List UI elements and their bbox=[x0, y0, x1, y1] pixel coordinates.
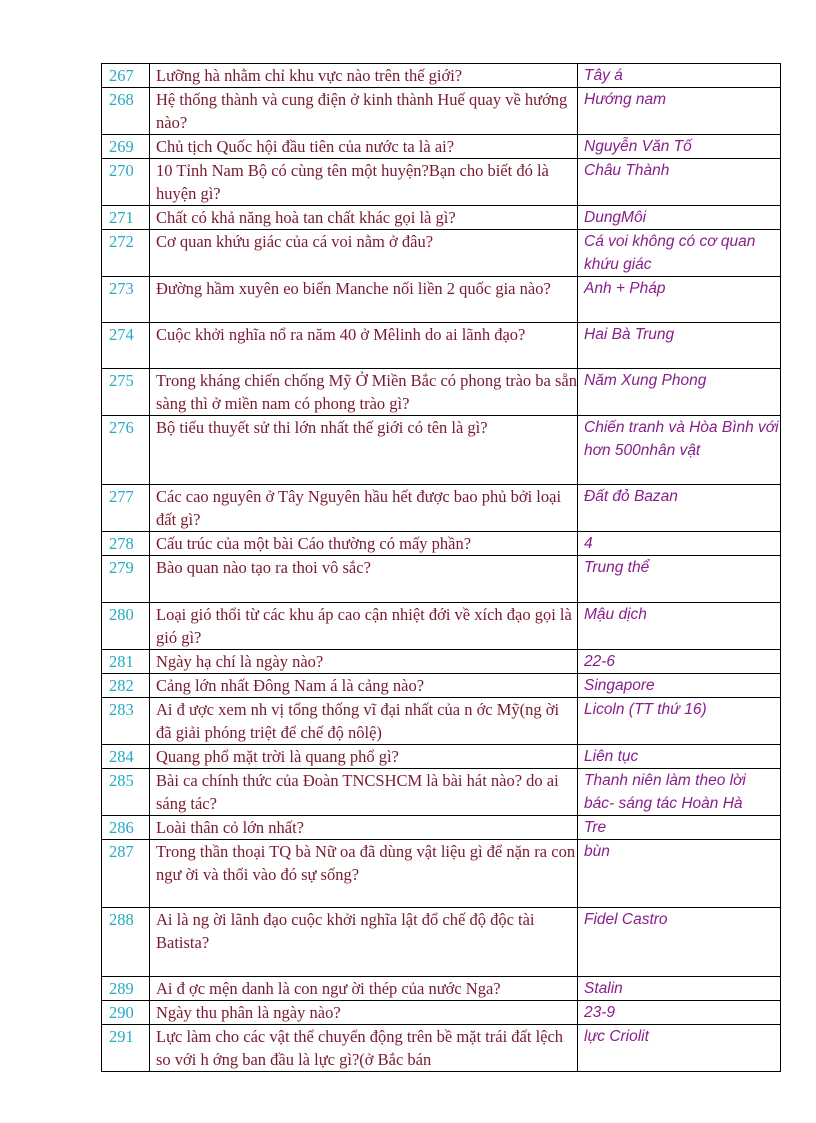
answer-cell: Fidel Castro bbox=[578, 908, 781, 977]
answer-cell: lực Criolit bbox=[578, 1025, 781, 1072]
table-row bbox=[102, 603, 781, 650]
question-cell: Cảng lớn nhất Đông Nam á là cảng nào? bbox=[150, 674, 578, 698]
row-number: 283 bbox=[102, 698, 150, 745]
answer-cell: Cá voi không có cơ quan khứu giác bbox=[578, 230, 781, 277]
table-row bbox=[102, 840, 781, 908]
question-cell: Chủ tịch Quốc hội đầu tiên của nước ta là ai? bbox=[150, 135, 578, 159]
answer-cell: Hướng nam bbox=[578, 88, 781, 135]
question-cell: Bài ca chính thức của Đoàn TNCSHCM là bài hát nào? do ai sáng tác? bbox=[150, 769, 578, 816]
question-cell: Cuộc khởi nghĩa nổ ra năm 40 ở Mêlinh do ai lãnh đạo? bbox=[150, 323, 578, 369]
answer-cell: Hai Bà Trung bbox=[578, 323, 781, 369]
answer-cell: Chiến tranh và Hòa Bình với hơn 500nhân vật bbox=[578, 416, 781, 485]
question-cell: Cơ quan khứu giác của cá voi nằm ở đâu? bbox=[150, 230, 578, 277]
row-number: 272 bbox=[102, 230, 150, 277]
row-number: 286 bbox=[102, 816, 150, 840]
row-number: 275 bbox=[102, 369, 150, 416]
table-row bbox=[102, 485, 781, 532]
question-cell: 10 Tỉnh Nam Bộ có cùng tên một huyện?Bạn cho biết đó là huyện gì? bbox=[150, 159, 578, 206]
question-cell: Loại gió thổi từ các khu áp cao cận nhiệt đới về xích đạo gọi là gió gì? bbox=[150, 603, 578, 650]
answer-cell: Liên tục bbox=[578, 745, 781, 769]
table-row bbox=[102, 908, 781, 977]
question-cell: Bào quan nào tạo ra thoi vô sắc? bbox=[150, 556, 578, 603]
row-number: 280 bbox=[102, 603, 150, 650]
answer-cell: Trung thể bbox=[578, 556, 781, 603]
question-cell: Ai là ng ời lãnh đạo cuộc khởi nghĩa lật đổ chế độ độc tài Batista? bbox=[150, 908, 578, 977]
answer-cell: Châu Thành bbox=[578, 159, 781, 206]
question-cell: Cấu trúc của một bài Cáo thường có mấy phần? bbox=[150, 532, 578, 556]
question-cell: Lưỡng hà nhằm chỉ khu vực nào trên thế giới? bbox=[150, 64, 578, 88]
question-cell: Trong thần thoại TQ bà Nữ oa đã dùng vật liệu gì để nặn ra con ngư ời và thổi vào đó sự sống? bbox=[150, 840, 578, 908]
table-row bbox=[102, 88, 781, 135]
table-row bbox=[102, 698, 781, 745]
row-number: 276 bbox=[102, 416, 150, 485]
row-number: 290 bbox=[102, 1001, 150, 1025]
question-cell: Các cao nguyên ở Tây Nguyên hầu hết được bao phủ bởi loại đất gì? bbox=[150, 485, 578, 532]
row-number: 267 bbox=[102, 64, 150, 88]
row-number: 281 bbox=[102, 650, 150, 674]
row-number: 268 bbox=[102, 88, 150, 135]
table-row bbox=[102, 416, 781, 485]
table-row bbox=[102, 674, 781, 698]
table-row bbox=[102, 532, 781, 556]
table-row bbox=[102, 745, 781, 769]
row-number: 288 bbox=[102, 908, 150, 977]
answer-cell: DungMôi bbox=[578, 206, 781, 230]
answer-cell: 23-9 bbox=[578, 1001, 781, 1025]
table-row bbox=[102, 1025, 781, 1072]
row-number: 279 bbox=[102, 556, 150, 603]
answer-cell: Mậu dịch bbox=[578, 603, 781, 650]
answer-cell: Licoln (TT thứ 16) bbox=[578, 698, 781, 745]
answer-cell: 22-6 bbox=[578, 650, 781, 674]
row-number: 274 bbox=[102, 323, 150, 369]
table-row bbox=[102, 277, 781, 323]
answer-cell: Năm Xung Phong bbox=[578, 369, 781, 416]
question-cell: Ai đ ợc mện danh là con ngư ời thép của nước Nga? bbox=[150, 977, 578, 1001]
table-row bbox=[102, 977, 781, 1001]
answer-cell: 4 bbox=[578, 532, 781, 556]
table-row bbox=[102, 135, 781, 159]
question-cell: Ai đ ược xem nh vị tổng thống vĩ đại nhất của n ớc Mỹ(ng ời đã giải phóng triệt để chế độ nôlệ) bbox=[150, 698, 578, 745]
question-cell: Đường hầm xuyên eo biển Manche nối liền 2 quốc gia nào? bbox=[150, 277, 578, 323]
row-number: 289 bbox=[102, 977, 150, 1001]
table-row bbox=[102, 206, 781, 230]
table-row bbox=[102, 159, 781, 206]
question-cell: Trong kháng chiến chống Mỹ Ở Miền Bắc có phong trào ba sẵn sàng thì ở miền nam có phong trào gì? bbox=[150, 369, 578, 416]
row-number: 284 bbox=[102, 745, 150, 769]
question-cell: Chất có khả năng hoà tan chất khác gọi là gì? bbox=[150, 206, 578, 230]
question-cell: Lực làm cho các vật thể chuyển động trên bề mặt trái đất lệch so với h ớng ban đầu là lực gì?(ở Bắc bán bbox=[150, 1025, 578, 1072]
quiz-rows bbox=[102, 64, 781, 1072]
row-number: 270 bbox=[102, 159, 150, 206]
answer-cell: Nguyễn Văn Tố bbox=[578, 135, 781, 159]
table-row bbox=[102, 64, 781, 88]
row-number: 287 bbox=[102, 840, 150, 908]
question-cell: Ngày hạ chí là ngày nào? bbox=[150, 650, 578, 674]
answer-cell: Anh + Pháp bbox=[578, 277, 781, 323]
row-number: 271 bbox=[102, 206, 150, 230]
answer-cell: bùn bbox=[578, 840, 781, 908]
answer-cell: Tây á bbox=[578, 64, 781, 88]
table-row bbox=[102, 650, 781, 674]
answer-cell: Tre bbox=[578, 816, 781, 840]
quiz-table bbox=[101, 63, 781, 1072]
row-number: 269 bbox=[102, 135, 150, 159]
table-row bbox=[102, 369, 781, 416]
answer-cell: Đất đỏ Bazan bbox=[578, 485, 781, 532]
question-cell: Bộ tiểu thuyết sử thi lớn nhất thế giới có tên là gì? bbox=[150, 416, 578, 485]
row-number: 291 bbox=[102, 1025, 150, 1072]
row-number: 282 bbox=[102, 674, 150, 698]
table-row bbox=[102, 1001, 781, 1025]
table-row bbox=[102, 816, 781, 840]
row-number: 277 bbox=[102, 485, 150, 532]
table-row bbox=[102, 230, 781, 277]
table-row bbox=[102, 556, 781, 603]
answer-cell: Stalin bbox=[578, 977, 781, 1001]
question-cell: Hệ thống thành và cung điện ở kinh thành Huế quay về hướng nào? bbox=[150, 88, 578, 135]
table-row bbox=[102, 323, 781, 369]
row-number: 273 bbox=[102, 277, 150, 323]
row-number: 278 bbox=[102, 532, 150, 556]
question-cell: Quang phổ mặt trời là quang phổ gì? bbox=[150, 745, 578, 769]
question-cell: Loài thân cỏ lớn nhất? bbox=[150, 816, 578, 840]
question-cell: Ngày thu phân là ngày nào? bbox=[150, 1001, 578, 1025]
row-number: 285 bbox=[102, 769, 150, 816]
answer-cell: Thanh niên làm theo lời bác- sáng tác Hoàn Hà bbox=[578, 769, 781, 816]
table-row bbox=[102, 769, 781, 816]
answer-cell: Singapore bbox=[578, 674, 781, 698]
